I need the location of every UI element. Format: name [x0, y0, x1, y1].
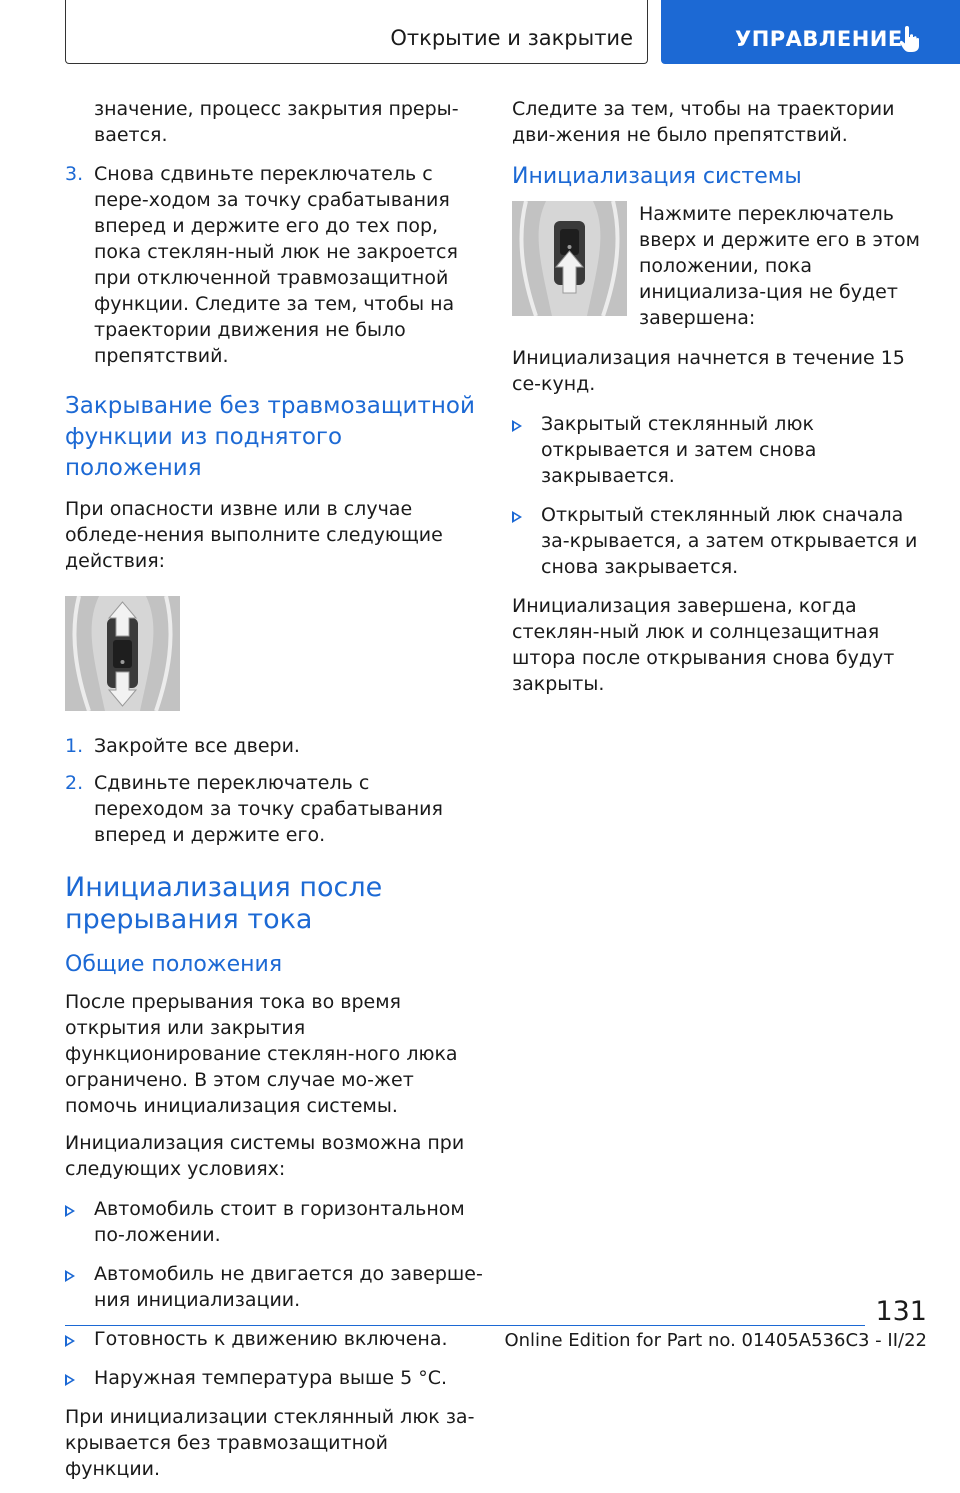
header-chapter-title: УПРАВЛЕНИЕ [735, 27, 903, 51]
bullet-text: Готовность к движению включена. [94, 1328, 448, 1350]
bullet-triangle-icon [65, 1205, 75, 1217]
step-text: Сдвиньте переключатель с переходом за точку срабатывания вперед и держите его. [94, 772, 443, 846]
chapter-heading: Инициализация после прерывания тока [65, 872, 383, 935]
list-item [65, 1261, 485, 1313]
page-number: 131 [875, 1296, 927, 1327]
header-section-title: Открытие и закрытие [390, 26, 633, 50]
section-heading: Закрывание без травмозащитной функции из поднятого положения [65, 393, 475, 481]
step-text: Закройте все двери. [94, 735, 300, 757]
switch-figure [65, 596, 485, 715]
paragraph: При инициализации стеклянный люк за-крывается без травмозащитной функции. [65, 1406, 475, 1480]
paragraph: Инициализация системы возможна при следующих условиях: [65, 1132, 465, 1180]
list-item [65, 161, 485, 369]
bullet-triangle-icon [512, 511, 522, 523]
step-number: 1. [65, 735, 84, 757]
hand-pointer-icon [898, 24, 922, 54]
paragraph: Следите за тем, чтобы на траектории дви-жения не было препятствий. [512, 98, 895, 146]
header-section-box [65, 0, 648, 64]
bullet-text: Открытый стеклянный люк сначала за-крывается, а затем открывается и снова закрывается. [541, 504, 918, 578]
paragraph: Инициализация начнется в течение 15 се-кунд. [512, 347, 905, 395]
figure-with-text [512, 201, 927, 331]
step-2-continuation: значение, процесс закрытия преры-вается. [94, 98, 459, 146]
header-chapter-tab[interactable] [661, 0, 960, 64]
figure-caption-text: Нажмите переключатель вверх и держите его в этом положении, пока инициализа-ция не будет завершена: [639, 203, 920, 329]
list-item [65, 733, 485, 759]
list-item [512, 411, 927, 489]
bullet-text: Автомобиль стоит в горизонтальном по-ложении. [94, 1198, 465, 1246]
footer-edition: Online Edition for Part no. 01405A536C3 - II/22 [504, 1330, 927, 1351]
bullet-triangle-icon [65, 1335, 75, 1347]
list-item [65, 1196, 485, 1248]
paragraph: Инициализация завершена, когда стеклян-ный люк и солнцезащитная штора после открывания снова будут закрыты. [512, 595, 895, 695]
roof-switch-up-illustration [512, 201, 627, 316]
bullet-text: Автомобиль не двигается до заверше-ния инициализации. [94, 1263, 483, 1311]
step-number: 2. [65, 772, 84, 794]
paragraph: После прерывания тока во время открытия или закрытия функционирование стеклян-ного люка ограничено. В этом случае мо-жет помочь инициализация системы. [65, 991, 458, 1117]
footer-divider [65, 1325, 865, 1326]
list-item [65, 770, 485, 848]
bullet-text: Наружная температура выше 5 °C. [94, 1367, 448, 1389]
bullet-triangle-icon [65, 1374, 75, 1386]
step-number: 3. [65, 163, 84, 185]
bullet-triangle-icon [512, 420, 522, 432]
right-column [512, 96, 927, 708]
list-item [65, 96, 485, 148]
roof-switch-up-down-illustration [65, 596, 180, 711]
bullet-text: Закрытый стеклянный люк открывается и затем снова закрывается. [541, 413, 817, 487]
step-text: Снова сдвиньте переключатель с пере-ходом за точку срабатывания вперед и держите его до тех пор, пока стеклян-ный люк не закроется при отключенной травмозащитной функции. Следите за тем, чтобы на траектории движения не было препятствий. [94, 163, 458, 367]
left-column [65, 96, 485, 1493]
bullet-triangle-icon [65, 1270, 75, 1282]
list-item [512, 502, 927, 580]
paragraph: При опасности извне или в случае обледе-нения выполните следующие действия: [65, 498, 443, 572]
subsection-heading: Инициализация системы [512, 164, 802, 189]
subsection-heading: Общие положения [65, 952, 283, 977]
list-item [65, 1365, 485, 1391]
list-item [65, 1326, 485, 1352]
